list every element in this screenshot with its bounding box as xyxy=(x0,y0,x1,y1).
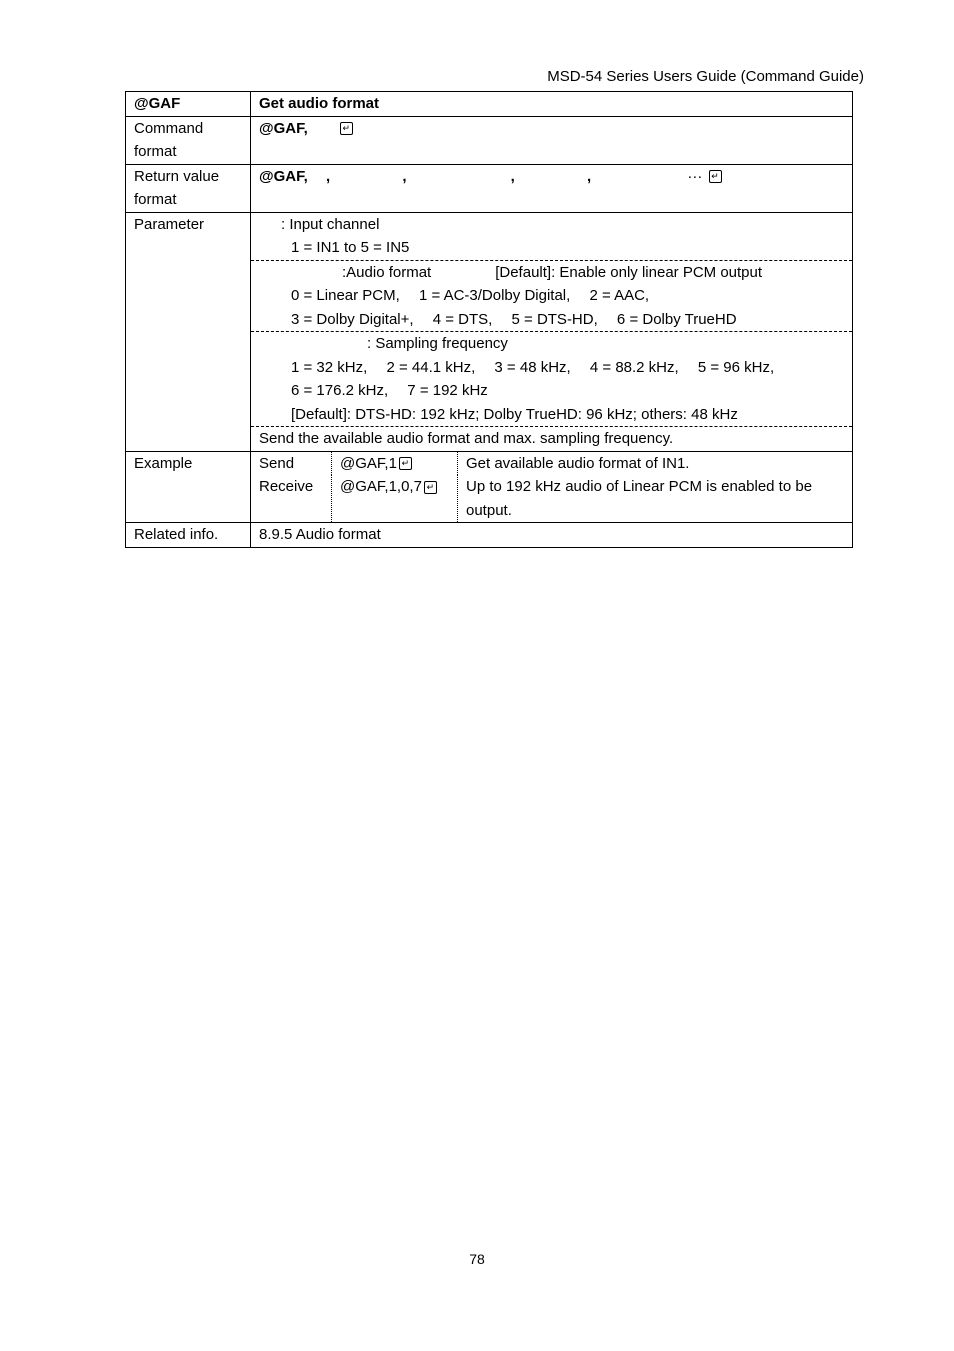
example-receive-cmd-cell xyxy=(332,475,458,522)
command-format-label: Command format xyxy=(126,116,251,164)
enter-icon: ↵ xyxy=(340,122,353,135)
example-send-desc: Get available audio format of IN1. xyxy=(466,454,690,472)
example-send-cmd-cell xyxy=(332,452,458,476)
enter-icon: ↵ xyxy=(424,481,437,494)
example-label: Example xyxy=(126,451,251,523)
example-row xyxy=(126,451,853,523)
param-freq-title: : Sampling frequency xyxy=(367,335,508,352)
param-input-title: : Input channel xyxy=(281,215,380,233)
return-format-row xyxy=(126,164,853,212)
example-receive-label: Receive xyxy=(251,475,332,522)
param-audio-title-line xyxy=(259,261,844,285)
example-send-label: Send xyxy=(251,452,332,476)
return-format-label: Return value format xyxy=(126,164,251,212)
command-format-text: @GAF, xyxy=(259,119,308,137)
command-format-row xyxy=(126,116,853,164)
example-row-send xyxy=(251,452,852,476)
example-send-cmd: @GAF,1 xyxy=(340,454,397,472)
command-table xyxy=(125,91,853,548)
return-format-text: @GAF, xyxy=(259,167,308,185)
return-comma-4: , xyxy=(587,167,592,185)
example-receive-cmd: @GAF,1,0,7 xyxy=(340,478,422,495)
return-comma-3: , xyxy=(510,167,515,185)
example-row-receive xyxy=(251,475,852,522)
param-audio-default: [Default]: Enable only linear PCM output xyxy=(495,263,763,281)
command-name: @GAF xyxy=(126,92,251,117)
param-audio-values-1: 0 = Linear PCM, 1 = AC-3/Dolby Digital, 2 = AAC, xyxy=(291,287,650,304)
related-value: 8.9.5 Audio format xyxy=(251,523,853,548)
param-input-range: 1 = IN1 to 5 = IN5 xyxy=(291,239,410,256)
enter-icon: ↵ xyxy=(709,170,722,183)
return-format-value xyxy=(251,164,853,212)
parameter-audio-format xyxy=(251,260,853,332)
example-table xyxy=(251,452,852,523)
page-header: MSD-54 Series Users Guide (Command Guide) xyxy=(547,68,864,85)
parameter-summary: Send the available audio format and max. sampling frequency. xyxy=(251,427,853,452)
title-row xyxy=(126,92,853,117)
parameter-input-channel xyxy=(251,212,853,260)
return-comma-2: , xyxy=(402,167,407,185)
command-format-value xyxy=(251,116,853,164)
example-receive-desc: Up to 192 kHz audio of Linear PCM is enabled to be output. xyxy=(466,478,813,519)
related-label: Related info. xyxy=(126,523,251,548)
parameter-row-1 xyxy=(126,212,853,260)
param-audio-values-2: 3 = Dolby Digital+, 4 = DTS, 5 = DTS-HD, 6 = Dolby TrueHD xyxy=(291,310,737,328)
command-description: Get audio format xyxy=(251,92,853,117)
parameter-sampling-frequency xyxy=(251,332,853,427)
related-row xyxy=(126,523,853,548)
return-ellipsis: ··· xyxy=(687,167,703,185)
enter-icon: ↵ xyxy=(399,457,412,470)
param-audio-title: :Audio format xyxy=(342,263,432,281)
param-freq-values-1: 1 = 32 kHz, 2 = 44.1 kHz, 3 = 48 kHz, 4 = 88.2 kHz, 5 = 96 kHz, xyxy=(291,358,775,376)
return-comma-1: , xyxy=(325,167,331,185)
param-freq-default: [Default]: DTS-HD: 192 kHz; Dolby TrueHD: 96 kHz; others: 48 kHz xyxy=(291,405,738,423)
parameter-label: Parameter xyxy=(126,212,251,451)
example-content xyxy=(251,451,853,523)
page-number: 78 xyxy=(469,1251,485,1267)
param-freq-values-2: 6 = 176.2 kHz, 7 = 192 kHz xyxy=(291,382,488,399)
